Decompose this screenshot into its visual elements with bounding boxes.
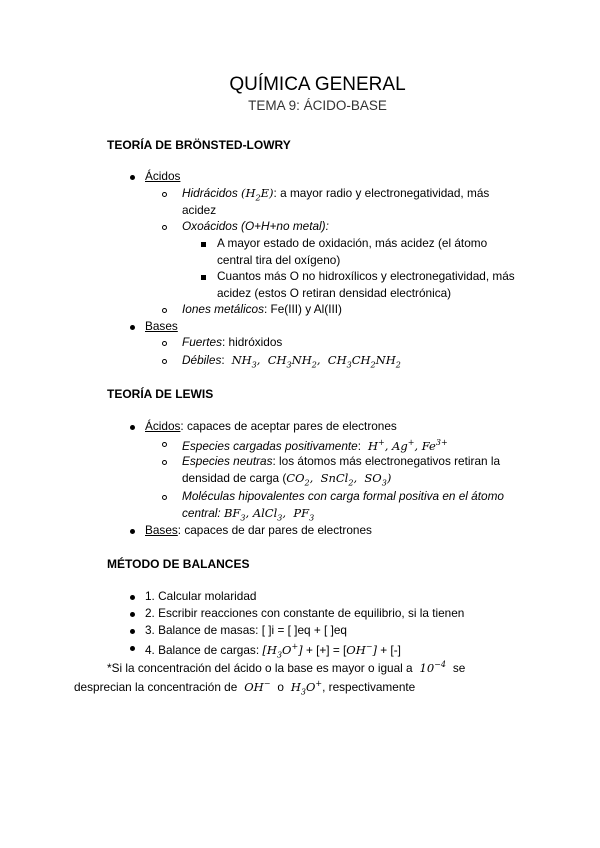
note-line2 (74, 676, 415, 700)
oxoacidos-label-text: Oxoácidos (O+H+no metal) (182, 219, 326, 233)
neutras-label: Especies neutras (182, 454, 273, 468)
bullet-square (201, 242, 206, 247)
oxo-item1-line2: central tira del oxígeno) (217, 253, 341, 267)
lewis-bases-label: Bases (145, 523, 178, 537)
oxo-item1-line1: A mayor estado de oxidación, más acidez (el átomo (217, 236, 488, 250)
cargadas-formulas: H+, Ag+, $Fe^{3+}$ (367, 438, 448, 453)
bullet-dot (130, 629, 135, 634)
hidracidos-line (182, 185, 489, 206)
cargadas-label: Especies cargadas positivamente (182, 438, 358, 453)
debiles-formulas: $NH_3$, $CH_3NH_2$, $CH_3CH_2NH_2$ (231, 353, 401, 370)
fuertes-line (182, 334, 282, 350)
lewis-acidos-text: : capaces de aceptar pares de electrones (180, 419, 397, 433)
hidracidos-text2: acidez (182, 203, 217, 217)
debiles-text: : (221, 353, 225, 367)
hipo-formulas: $BF_3$, AlCl$_3$, $PF_3$ (223, 506, 315, 523)
hidracidos-text: : a mayor radio y electronegatividad, más (273, 186, 490, 200)
oxo-item2-line1: Cuantos más O no hidroxílicos y electronegatividad, más (217, 269, 515, 283)
bullet-circle (162, 359, 167, 364)
bullet-circle (162, 308, 167, 313)
note-line1-text: *Si la concentración del ácido o la base es mayor o igual a (107, 660, 413, 675)
cargadas-line: Especies cargadas positivamente: H+, Ag+, $Fe^{3+}$ (182, 438, 448, 453)
bronsted-bases-label: Bases (145, 319, 178, 333)
balance-item-4-label: 4. Balance de cargas: (145, 642, 260, 657)
iones-label: Iones metálicos (182, 302, 264, 316)
heading-bronsted: TEORÍA DE BRÖNSTED-LOWRY (107, 138, 291, 152)
neutras-line (182, 453, 500, 469)
note-threshold: $10^{-4}$ (415, 660, 446, 675)
neutras-text: : los átomos más electronegativos retiran la (272, 454, 501, 468)
neutras-text2: densidad de carga ( (182, 471, 287, 485)
cargas-end: + [-] (380, 642, 401, 657)
bullet-dot (130, 595, 135, 600)
note-line1 (107, 657, 465, 676)
hidracidos-label: Hidrácidos (182, 186, 238, 200)
balance-item-3: 3. Balance de masas: [ ]i = [ ]eq + [ ]eq (145, 623, 347, 637)
bullet-dot (130, 646, 135, 651)
balance-item-1: 1. Calcular molaridad (145, 589, 257, 603)
note-o: o (277, 679, 284, 694)
iones-text: : Fe(III) y Al(III) (263, 302, 342, 316)
fuertes-label: Fuertes (182, 335, 222, 349)
bullet-circle (162, 460, 167, 465)
balance-item-2: 2. Escribir reacciones con constante de equilibrio, si la tienen (145, 606, 465, 620)
hidracidos-formula: $(H_2E)$ (241, 186, 274, 203)
bullet-circle (162, 341, 167, 346)
bullet-circle (162, 442, 167, 447)
cargas-oh: OH−] (346, 642, 377, 657)
bullet-circle (162, 225, 167, 230)
iones-line (182, 301, 342, 317)
oxo-item2-line2: acidez (estos O retiran densidad electrónica) (217, 286, 452, 300)
heading-balances: MÉTODO DE BALANCES (107, 557, 250, 571)
bullet-dot (130, 425, 135, 430)
note-line2-text: desprecian la concentración de (74, 679, 238, 694)
bullet-square (201, 275, 206, 280)
debiles-line (182, 352, 401, 373)
neutras-formulas: $CO_2$, SnCl$_2$, $SO_3$) (286, 471, 392, 488)
lewis-acidos-line (145, 418, 397, 434)
page-title: QUÍMICA GENERAL (229, 74, 406, 95)
note-oh: OH− (244, 679, 271, 694)
bullet-circle (162, 192, 167, 197)
note-h3o: $H_3O^+$ (290, 679, 323, 697)
bullet-dot (130, 529, 135, 534)
hipo-line2-label: central: (182, 506, 221, 520)
cargas-h3o: $[H_3O^+]$ (262, 642, 303, 660)
heading-lewis: TEORÍA DE LEWIS (107, 387, 214, 401)
page-subtitle: TEMA 9: ÁCIDO-BASE (248, 98, 387, 113)
lewis-bases-line (145, 522, 372, 538)
oxoacidos-label: Oxoácidos (O+H+no metal): (182, 219, 329, 233)
debiles-label: Débiles (182, 353, 222, 367)
bullet-circle (162, 495, 167, 500)
bullet-dot (130, 325, 135, 330)
note-line1-end: se (452, 660, 466, 675)
lewis-acidos-label: Ácidos (145, 419, 181, 433)
hipo-line1: Moléculas hipovalentes con carga formal positiva en el átomo (182, 489, 504, 503)
bullet-dot (130, 175, 135, 180)
lewis-bases-text: : capaces de dar pares de electrones (177, 523, 372, 537)
bronsted-acidos-label: Ácidos (145, 169, 181, 183)
bullet-dot (130, 612, 135, 617)
cargas-mid: + [+] = [ (305, 642, 347, 657)
note-end: , respectivamente (322, 679, 416, 694)
fuertes-text: : hidróxidos (222, 335, 283, 349)
